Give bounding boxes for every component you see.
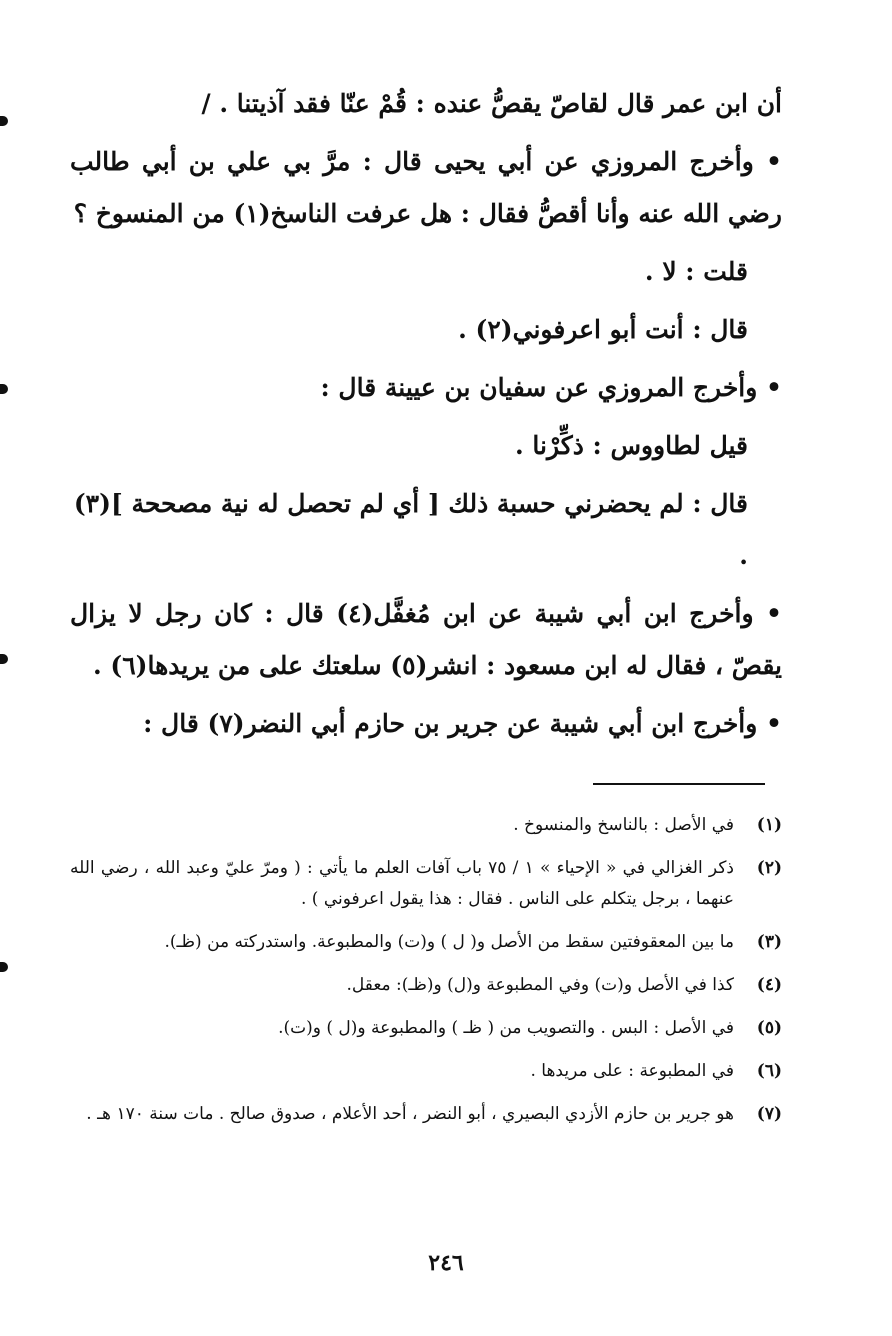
- footnote-number: (٥): [756, 1018, 782, 1038]
- footnote-number: (٧): [756, 1104, 782, 1124]
- footnote-text: ما بين المعقوفتين سقط من الأصل و( ل ) و(ت) والمطبوعة. واستدركته من (ظـ).: [164, 932, 734, 952]
- footnote-text: في الأصل : بالناسخ والمنسوخ .: [513, 815, 734, 835]
- page-number: ٢٤٦: [428, 1250, 464, 1276]
- paragraph: • وأخرج ابن أبي شيبة عن جرير بن حازم أبي النضر(٧) قال :: [143, 709, 782, 738]
- scan-margin-mark: [0, 116, 8, 126]
- scan-margin-mark: [0, 384, 8, 394]
- footnote: [70, 970, 782, 1001]
- footnote: [70, 1056, 782, 1087]
- paragraph: قال : لم يحضرني حسبة ذلك [ أي لم تحصل له نية مصححة ](٣) .: [73, 489, 748, 570]
- footnote: [70, 853, 782, 915]
- footnote-text: هو جرير بن حازم الأزدي البصيري ، أبو النضر ، أحد الأعلام ، صدوق صالح . مات سنة ١٧٠ هـ .: [86, 1104, 734, 1124]
- paragraph: • وأخرج المروزي عن سفيان بن عيينة قال :: [320, 373, 782, 402]
- paragraph: • وأخرج ابن أبي شيبة عن ابن مُغفَّل(٤) قال : كان رجل لا يزال يقصّ ، فقال له ابن مسعود : انشر(٥) سلعتك على من يريدها(٦) .: [70, 599, 783, 680]
- paragraph: قيل لطاووس : ذكِّرْنا .: [515, 431, 748, 460]
- footnote-text: في الأصل : البس . والتصويب من ( ظـ ) والمطبوعة و(ل ) و(ت).: [278, 1018, 734, 1038]
- footnote: [70, 1013, 782, 1044]
- footnote-number: (٦): [756, 1061, 782, 1081]
- footnote-text: كذا في الأصل و(ت) وفي المطبوعة و(ل) و(ظـ): معقل.: [346, 975, 734, 995]
- footnote-divider: [593, 783, 765, 785]
- footnote-text: في المطبوعة : على مريدها .: [530, 1061, 734, 1081]
- footnote: [70, 927, 782, 958]
- paragraph: قلت : لا .: [644, 257, 748, 286]
- footnote: [70, 810, 782, 841]
- footnote-number: (١): [756, 815, 782, 835]
- footnote-number: (٣): [756, 932, 782, 952]
- paragraph: قال : أنت أبو اعرفوني(٢) .: [458, 315, 748, 344]
- footnote: [70, 1099, 782, 1130]
- paragraph: أن ابن عمر قال لقاصّ يقصُّ عنده : قُمْ عنّا فقد آذيتنا . /: [201, 89, 782, 118]
- main-text: [70, 78, 782, 756]
- scan-margin-mark: [0, 962, 8, 972]
- footnotes: [70, 810, 782, 1142]
- footnote-number: (٤): [756, 975, 782, 995]
- scan-margin-mark: [0, 654, 8, 664]
- paragraph: • وأخرج المروزي عن أبي يحيى قال : مرَّ بي علي بن أبي طالب رضي الله عنه وأنا أقصُّ فقال : هل عرفت الناسخ(١) من المنسوخ ؟: [70, 147, 782, 228]
- footnote-number: (٢): [756, 858, 782, 878]
- footnote-text: ذكر الغزالي في « الإحياء » ١ / ٧٥ باب آفات العلم ما يأتي : ( ومرّ عليّ وعبد الله ، رضي الله عنهما ، برجل يتكلم على الناس . فقال : هذا يقول اعرفوني ) .: [70, 858, 734, 909]
